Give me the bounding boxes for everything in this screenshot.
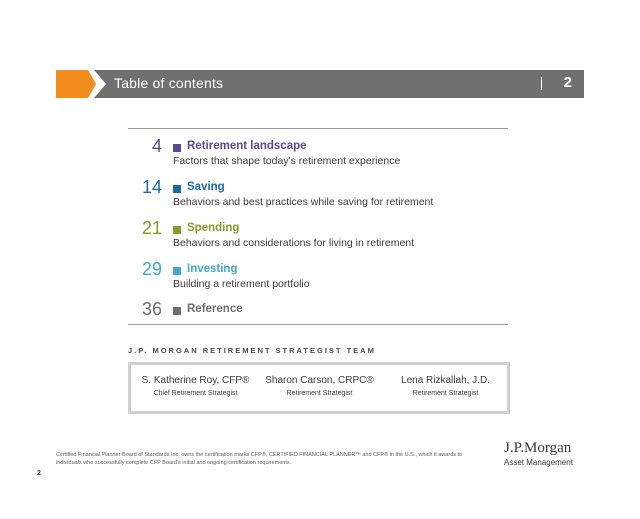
toc-item-saving[interactable]: [128, 175, 508, 209]
toc-page-number: 36: [141, 299, 162, 319]
toc-title: Saving: [187, 181, 225, 193]
toc-page-number: 29: [141, 259, 162, 279]
section-square-icon: [173, 185, 181, 193]
header-separator: [541, 77, 542, 90]
team-member: [257, 375, 382, 397]
toc-item-retirement-landscape[interactable]: [128, 134, 508, 168]
header-accent-arrow: [56, 70, 96, 98]
member-role: Retirement Strategist: [412, 390, 479, 397]
toc-bottom-rule: [128, 324, 508, 325]
team-member: [383, 375, 508, 397]
toc-subtitle: Behaviors and considerations for living in retirement: [173, 237, 415, 249]
toc-title: Retirement landscape: [187, 140, 307, 152]
toc-subtitle: Behaviors and best practices while saving for retirement: [173, 196, 434, 208]
jpmorgan-logo: J.P.Morgan: [504, 440, 572, 456]
toc-item-spending[interactable]: [128, 216, 508, 250]
team-member: [133, 375, 258, 397]
member-name: S. Katherine Roy, CFP®: [141, 375, 250, 386]
page-title: Table of contents: [114, 75, 224, 91]
toc-title: Spending: [187, 222, 240, 234]
member-name: Lena Rizkallah, J.D.: [401, 375, 490, 386]
team-heading: J.P. MORGAN RETIREMENT STRATEGIST TEAM: [128, 346, 376, 355]
section-square-icon: [173, 144, 181, 152]
toc-item-investing[interactable]: [128, 257, 508, 291]
toc-page-number: 21: [141, 218, 162, 238]
toc-title: Reference: [187, 303, 243, 315]
footnote: Certified Financial Planner Board of Standards Inc. owns the certification marks CFP®, CERTIFIED FINANCIAL PLANNER™ and CFP® in the U.S., which it awards to individuals who successfully complete CFP Board's initial and ongoing certification requirements.: [56, 452, 463, 466]
toc-title: Investing: [187, 263, 238, 275]
footer-page-number: 2: [37, 470, 41, 477]
member-role: Retirement Strategist: [286, 390, 353, 397]
section-square-icon: [173, 307, 181, 315]
toc-top-rule: [128, 128, 508, 129]
logo-subtitle: Asset Management: [504, 458, 573, 467]
toc-page-number: 14: [141, 177, 162, 197]
toc-subtitle: Factors that shape today's retirement experience: [173, 155, 401, 167]
section-square-icon: [173, 226, 181, 234]
member-name: Sharon Carson, CRPC®: [265, 375, 374, 386]
section-square-icon: [173, 267, 181, 275]
header-page-number: 2: [563, 74, 572, 91]
toc-item-reference[interactable]: [128, 297, 508, 331]
member-role: Chief Retirement Strategist: [153, 390, 238, 397]
toc-subtitle: Building a retirement portfolio: [173, 278, 310, 290]
toc-page-number: 4: [151, 136, 162, 156]
team-box: [128, 362, 510, 414]
header-bar: [56, 70, 584, 98]
